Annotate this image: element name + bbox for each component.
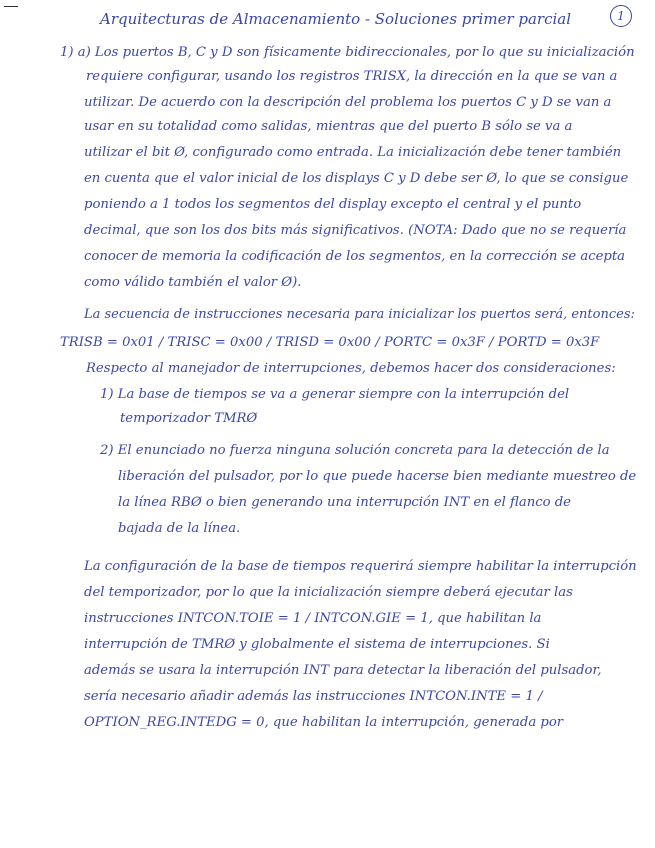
text-line: interrupción de TMRØ y globalmente el sistema de interrupciones. Si xyxy=(84,637,550,652)
text-line: 2) El enunciado no fuerza ninguna solución concreta para la detección de la xyxy=(100,443,610,458)
text-line: sería necesario añadir además las instrucciones INTCON.INTE = 1 / xyxy=(84,689,543,704)
text-line: poniendo a 1 todos los segmentos del display excepto el central y el punto xyxy=(84,197,582,212)
text-line: usar en su totalidad como salidas, mientras que del puerto B sólo se va a xyxy=(84,119,573,134)
text-line: además se usara la interrupción INT para detectar la liberación del pulsador, xyxy=(84,663,602,678)
text-line: instrucciones INTCON.TOIE = 1 / INTCON.GIE = 1, que habilitan la xyxy=(84,611,542,626)
page-title: Arquitecturas de Almacenamiento - Soluciones primer parcial xyxy=(100,10,572,28)
text-line: TRISB = 0x01 / TRISC = 0x00 / TRISD = 0x00 / PORTC = 0x3F / PORTD = 0x3F xyxy=(60,335,600,350)
text-line: como válido también el valor Ø). xyxy=(84,275,302,290)
text-line: Respecto al manejador de interrupciones, debemos hacer dos consideraciones: xyxy=(86,361,616,376)
text-line: utilizar. De acuerdo con la descripción del problema los puertos C y D se van a xyxy=(84,95,612,110)
text-line: en cuenta que el valor inicial de los displays C y D debe ser Ø, lo que se consigue xyxy=(84,171,629,186)
text-line: conocer de memoria la codificación de los segmentos, en la corrección se acepta xyxy=(84,249,626,264)
page-number-circle: 1 xyxy=(610,5,632,27)
text-line: 1) a) Los puertos B, C y D son físicamente bidireccionales, por lo que su inicialización xyxy=(60,45,635,60)
text-line: liberación del pulsador, por lo que puede hacerse bien mediante muestreo de xyxy=(118,469,637,484)
text-line: temporizador TMRØ xyxy=(120,411,258,426)
text-line: decimal, que son los dos bits más significativos. (NOTA: Dado que no se requería xyxy=(84,223,627,238)
text-line: 1) La base de tiempos se va a generar siempre con la interrupción del xyxy=(100,387,570,402)
text-line: la línea RBØ o bien generando una interrupción INT en el flanco de xyxy=(118,495,571,510)
corner-mark xyxy=(4,6,18,7)
text-line: La secuencia de instrucciones necesaria para inicializar los puertos será, entonces: xyxy=(84,307,635,322)
text-line: utilizar el bit Ø, configurado como entrada. La inicialización debe tener también xyxy=(84,145,622,160)
text-line: bajada de la línea. xyxy=(118,521,241,536)
text-line: La configuración de la base de tiempos requerirá siempre habilitar la interrupción xyxy=(84,559,637,574)
text-line: requiere configurar, usando los registros TRISX, la dirección en la que se van a xyxy=(86,69,618,84)
text-line: OPTION_REG.INTEDG = 0, que habilitan la interrupción, generada por xyxy=(84,715,564,730)
text-line: del temporizador, por lo que la inicialización siempre deberá ejecutar las xyxy=(84,585,573,600)
